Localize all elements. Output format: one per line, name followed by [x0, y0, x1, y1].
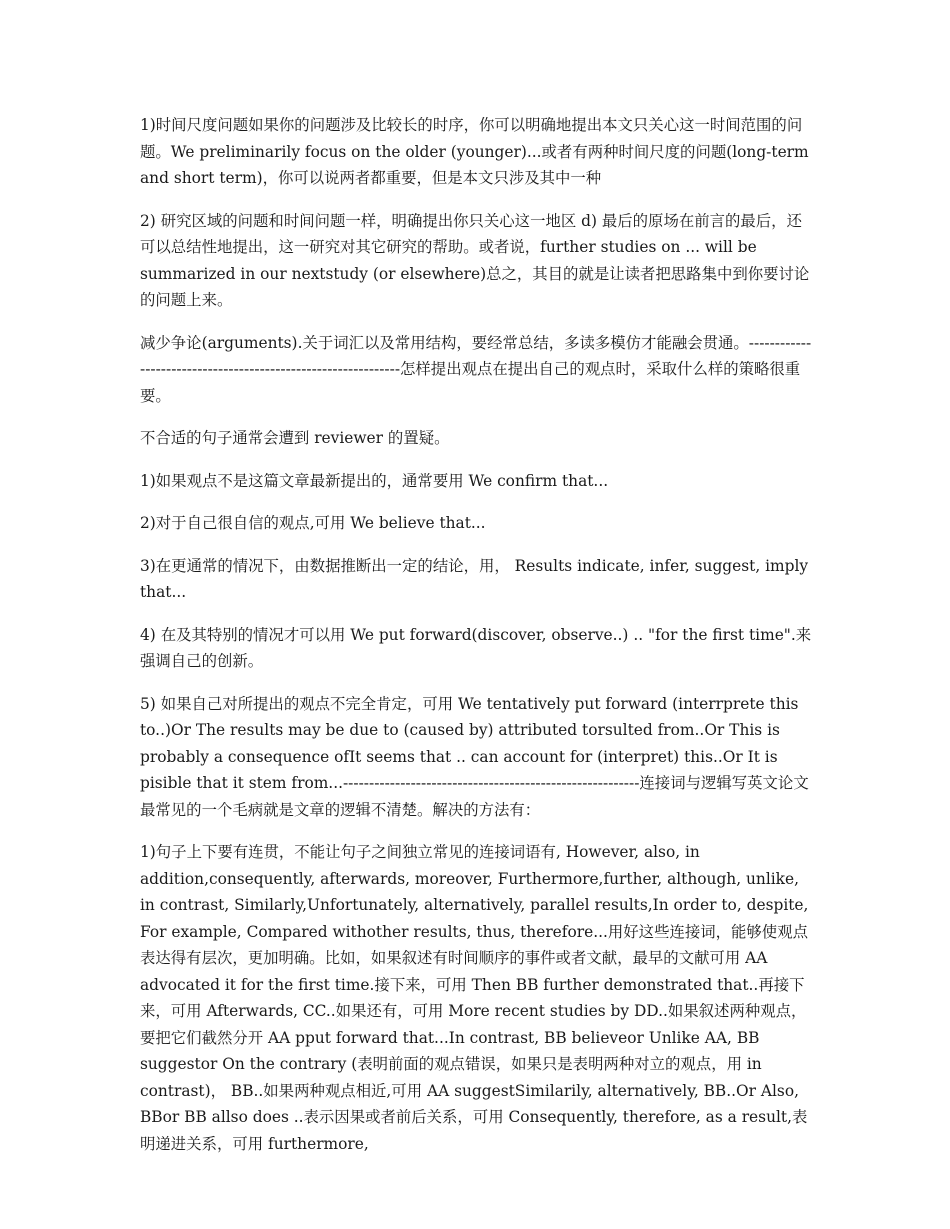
paragraph-connectives: 1)句子上下要有连贯，不能让句子之间独立常见的连接词语有, However, also, in addition,consequently, afterwards, moreover, Furthermore,further, although, unlike, in contrast, Similarly,Unfortunately, alternatively, parallel results,In order to, despite, For example, Compared withother results, thus, therefore...用好这些连接词，能够使观点表达得有层次，更加明确。比如，如果叙述有时间顺序的事件或者文献，最早的文献可用 AA advocated it for the first time.接下来，可用 Then BB further demonstrated that..再接下来，可用 Afterwards, CC..如果还有，可用 More recent studies by DD..如果叙述两种观点，要把它们截然分开 AA pput forward that...In contrast, BB believeor Unlike AA, BB suggestor On the contrary (表明前面的观点错误，如果只是表明两种对立的观点，用 in contrast)， BB..如果两种观点相近,可用 AA suggestSimilarily, alternatively, BB..Or Also, BBor BB allso does ..表示因果或者前后关系，可用 Consequently, therefore, as a result,表明递进关系，可用 furthermore,	[140, 843, 809, 1153]
paragraph-believe: 2)对于自己很自信的观点,可用 We believe that...	[140, 514, 486, 532]
paragraph-time-scale: 1)时间尺度问题如果你的问题涉及比较长的时序，你可以明确地提出本文只关心这一时间范围的问题。We preliminarily focus on the older (younger)...或者有两种时间尺度的问题(long-term and short term)，你可以说两者都重要，但是本文只涉及其中一种	[140, 116, 809, 187]
paragraph-tentative: 5) 如果自己对所提出的观点不完全肯定，可用 We tentatively put forward (interrprete this to..)Or The results may be due to (caused by) attributed torsulted from..Or This is probably a consequence ofIt seems that .. can account for (interpret) this..Or It is pisible that it stem from...---------------------------------------------------------连接词与逻辑写英文论文最常见的一个毛病就是文章的逻辑不清楚。解决的方法有：	[140, 694, 809, 819]
paragraph-reviewer-doubt: 不合适的句子通常会遭到 reviewer 的置疑。	[140, 429, 450, 447]
paragraph-confirm: 1)如果观点不是这篇文章最新提出的，通常要用 We confirm that...	[140, 471, 609, 490]
document-body	[140, 112, 812, 1173]
paragraph-put-forward: 4) 在及其特别的情况才可以用 We put forward(discover, observe..) .. "for the first time".来强调自己的创新。	[140, 625, 812, 670]
paragraph-results-indicate: 3)在更通常的情况下，由数据推断出一定的结论，用， Results indicate, infer, suggest, imply that...	[140, 556, 809, 601]
paragraph-reduce-arguments: 减少争论(arguments).关于词汇以及常用结构，要经常总结，多读多模仿才能融会贯通。--------------------------------------------------------------怎样提出观点在提出自己的观点时，采取什么样的策略很重要。	[140, 333, 812, 405]
paragraph-study-region: 2) 研究区域的问题和时间问题一样，明确提出你只关心这一地区 d) 最后的原场在前言的最后，还可以总结性地提出，这一研究对其它研究的帮助。或者说，further studies on ... will be summarized in our nextstudy (or elsewhere)总之，其目的就是让读者把思路集中到你要讨论的问题上来。	[140, 211, 810, 309]
